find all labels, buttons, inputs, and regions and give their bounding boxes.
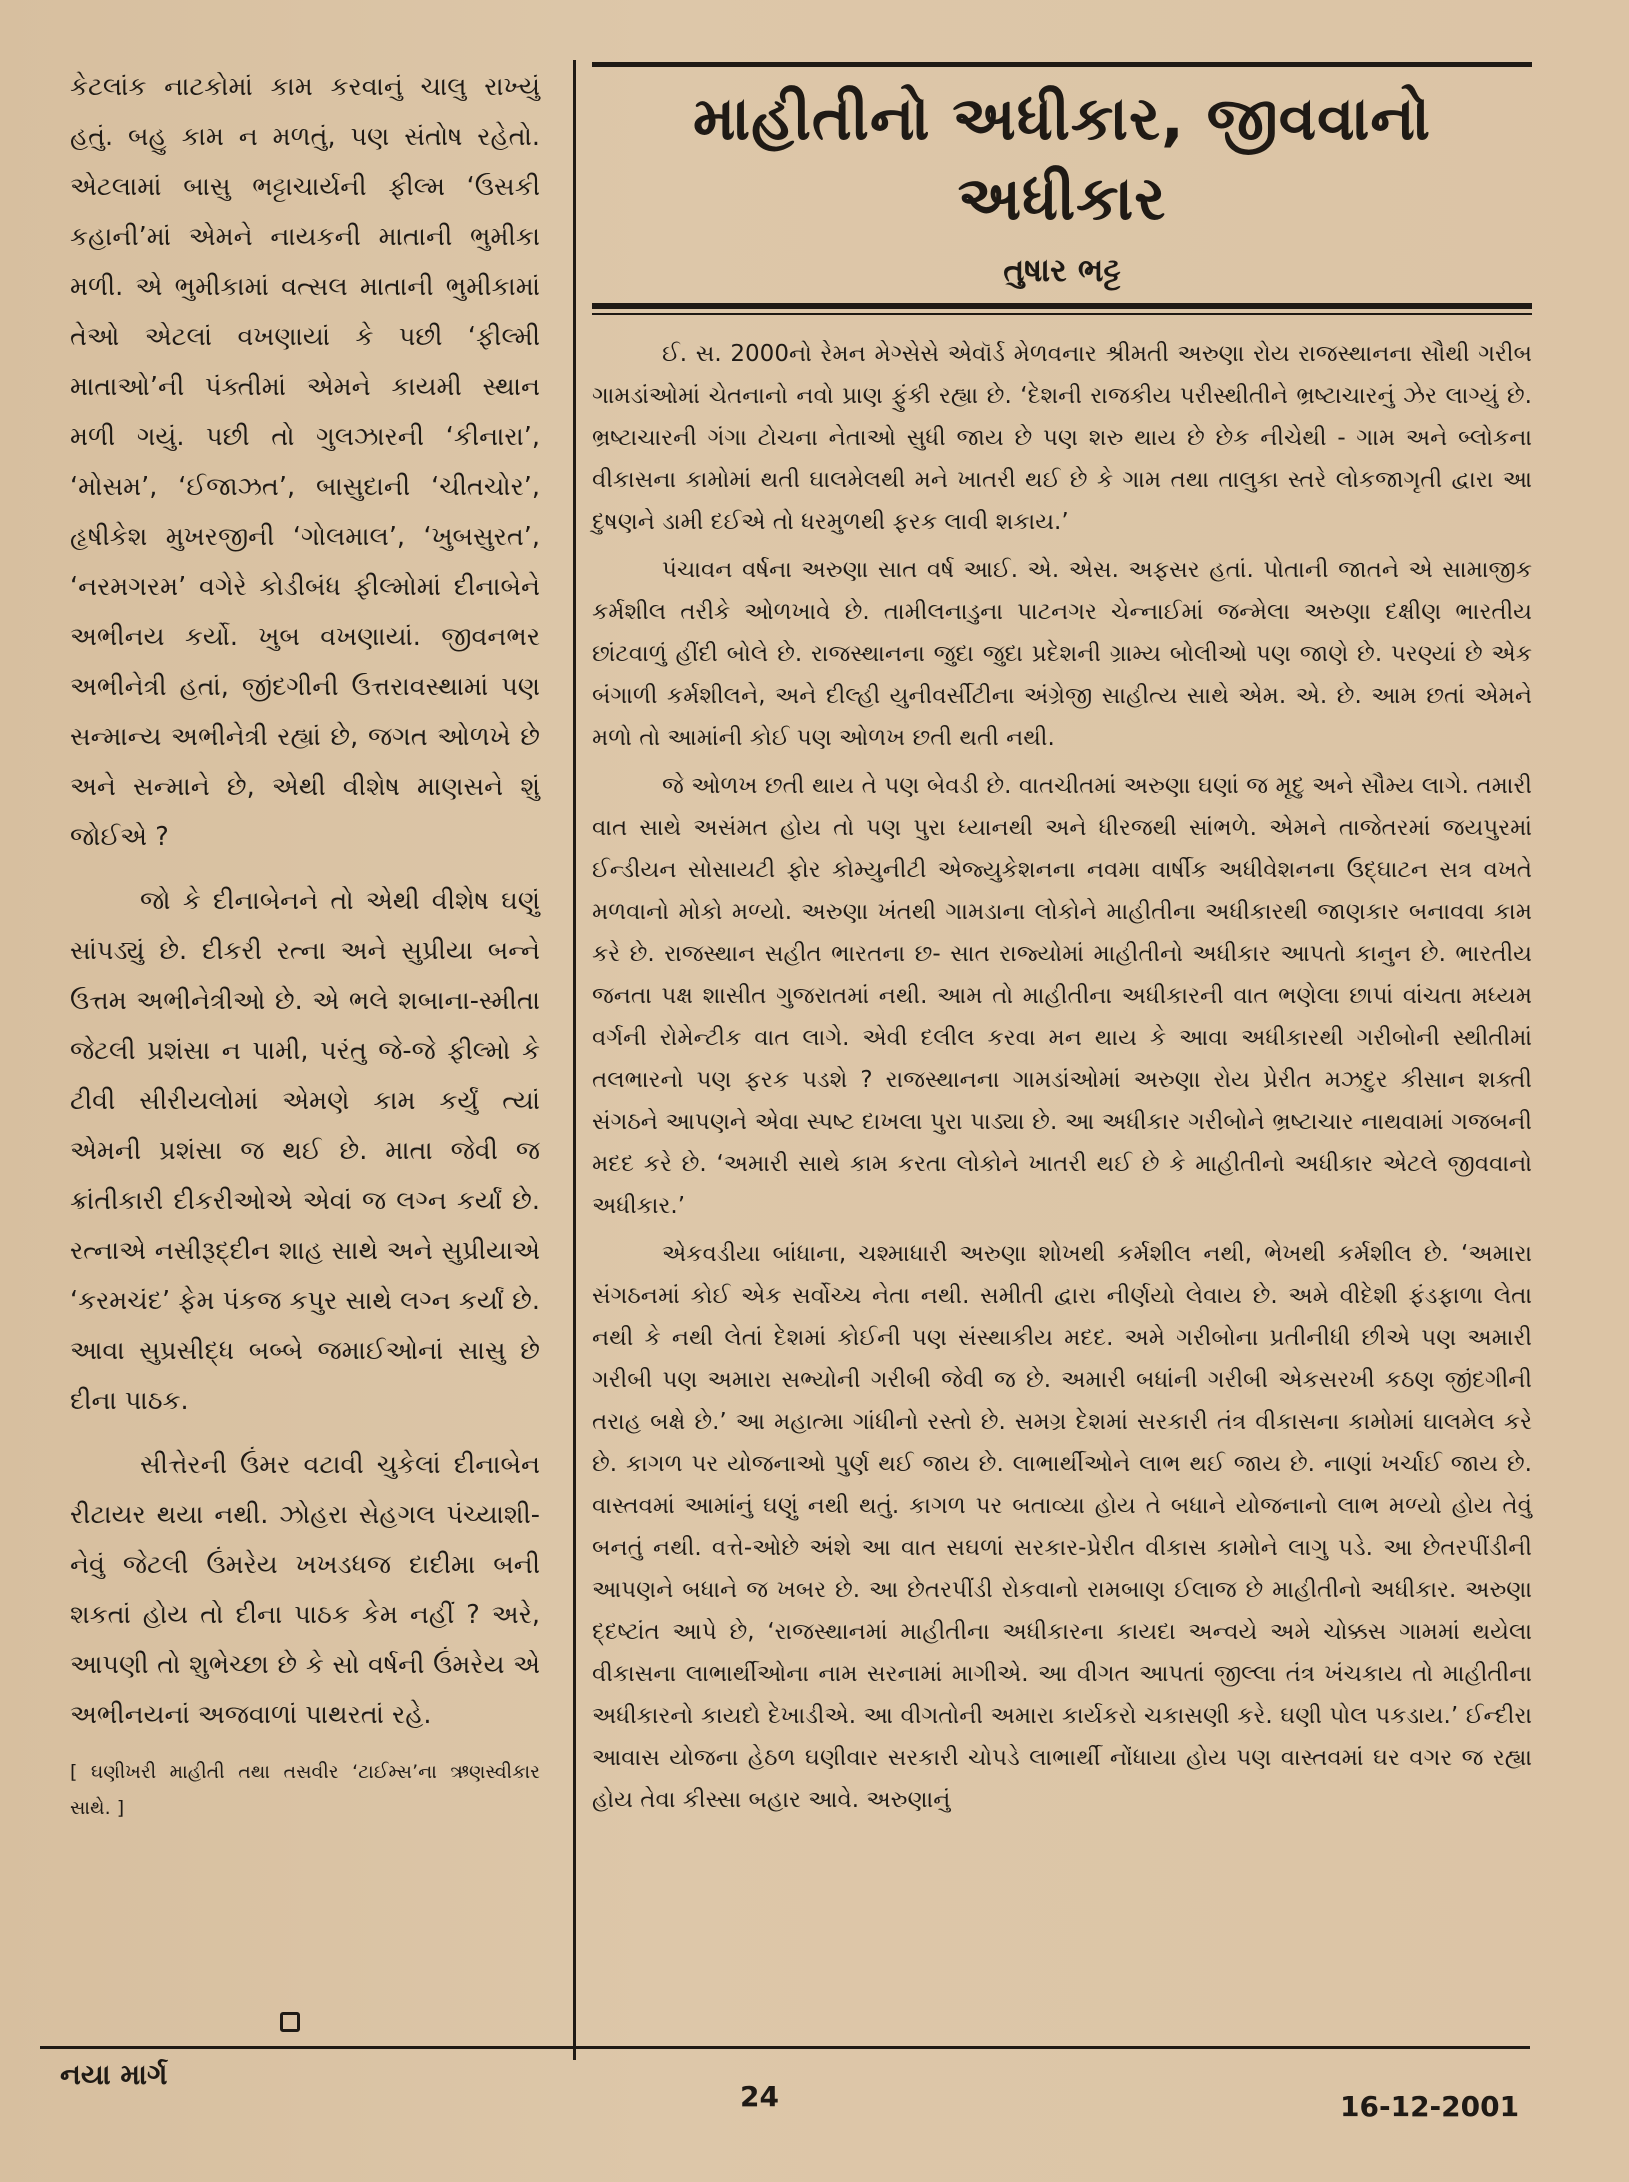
article-column — [592, 62, 1532, 1827]
left-column — [70, 62, 540, 1826]
issue-date: 16-12-2001 — [1340, 2090, 1520, 2123]
column-divider — [573, 60, 576, 2060]
footer-rule — [40, 2046, 1530, 2049]
left-paragraph-1: કેટલાંક નાટકોમાં કામ કરવાનું ચાલુ રાખ્યું હતું. બહુ કામ ન મળતું, પણ સંતોષ રહેતો. એટલામાં બાસુ ભટ્ટાચાર્યની ફીલ્મ ‘ઉસકી કહાની’માં એમને નાયકની માતાની ભુમીકા મળી. એ ભુમીકામાં વત્સલ માતાની ભુમીકામાં તેઓ એટલાં વખણાયાં કે પછી ‘ફીલ્મી માતાઓ’ની પંક્તીમાં એમને કાયમી સ્થાન મળી ગયું. પછી તો ગુલઝારની ‘કીનારા’, ‘મોસમ’, ‘ઈજાઝત’, બાસુદાની ‘ચીતચોર’, હૃષીકેશ મુખરજીની ‘ગોલમાલ’, ‘ખુબસુરત’, ‘નરમગરમ’ વગેરે કોડીબંધ ફીલ્મોમાં દીનાબેને અભીનય કર્યો. ખુબ વખણાયાં. જીવનભર અભીનેત્રી હતાં, જીંદગીની ઉત્તરાવસ્થામાં પણ સન્માન્ય અભીનેત્રી રહ્યાં છે, જગત ઓળખે છે અને સન્માને છે, એથી વીશેષ માણસને શું જોઈએ ? — [70, 72, 540, 852]
page-number: 24 — [740, 2080, 779, 2113]
article-paragraph-3: જે ઓળખ છતી થાય તે પણ બેવડી છે. વાતચીતમાં અરુણા ઘણાં જ મૃદુ અને સૌમ્ય લાગે. તમારી વાત સાથે અસંમત હોય તો પણ પુરા ધ્યાનથી અને ધીરજથી સાંભળે. એમને તાજેતરમાં જયપુરમાં ઈન્ડીયન સોસાયટી ફોર કોમ્યુનીટી એજ્યુકેશનના નવમા વાર્ષીક અધીવેશનના ઉદ્ઘાટન સત્ર વખતે મળવાનો મોકો મળ્યો. અરુણા ખંતથી ગામડાના લોકોને માહીતીના અધીકારથી જાણકાર બનાવવા કામ કરે છે. રાજસ્થાન સહીત ભારતના છ- સાત રાજ્યોમાં માહીતીનો અધીકાર આપતો કાનુન છે. ભારતીય જનતા પક્ષ શાસીત ગુજરાતમાં નથી. આમ તો માહીતીના અધીકારની વાત ભણેલા છાપાં વાંચતા મધ્યમ વર્ગની રોમેન્ટીક વાત લાગે. એવી દલીલ કરવા મન થાય કે આવા અધીકારથી ગરીબોની સ્થીતીમાં તલભારનો પણ ફરક પડશે ? રાજસ્થાનના ગામડાંઓમાં અરુણા રોય પ્રેરીત મઝદુર કીસાન શક્તી સંગઠને આપણને એવા સ્પષ્ટ દાખલા પુરા પાડ્યા છે. આ અધીકાર ગરીબોને ભ્રષ્ટાચાર નાથવામાં ગજબની મદદ કરે છે. ‘અમારી સાથે કામ કરતા લોકોને ખાતરી થઈ છે કે માહીતીનો અધીકાર એટલે જીવવાનો અધીકાર.’ — [592, 773, 1532, 1219]
title-rule-top — [592, 62, 1532, 67]
article-paragraph-2: પંચાવન વર્ષના અરુણા સાત વર્ષ આઈ. એ. એસ. અફસર હતાં. પોતાની જાતને એ સામાજીક કર્મશીલ તરીકે ઓળખાવે છે. તામીલનાડુના પાટનગર ચેન્નાઈમાં જન્મેલા અરુણા દક્ષીણ ભારતીય છાંટવાળું હીંદી બોલે છે. રાજસ્થાનના જુદા જુદા પ્રદેશની ગ્રામ્ય બોલીઓ પણ જાણે છે. પરણ્યાં છે એક બંગાળી કર્મશીલને, અને દીલ્હી યુનીવર્સીટીના અંગ્રેજી સાહીત્ય સાથે એમ. એ. છે. આમ છતાં એમને મળો તો આમાંની કોઈ પણ ઓળખ છતી થતી નથી. — [592, 557, 1532, 751]
photo-credit: [ ઘણીખરી માહીતી તથા તસવીર ‘ટાઈમ્સ’ના ઋણસ્વીકાર સાથે. ] — [70, 1761, 540, 1819]
left-paragraph-3: સીત્તેરની ઉંમર વટાવી ચુકેલાં દીનાબેન રીટાયર થયા નથી. ઝોહરા સેહગલ પંચ્યાશી-નેવું જેટલી ઉંમરેય ખખડધજ દાદીમા બની શકતાં હોય તો દીના પાઠક કેમ નહીં ? અરે, આપણી તો શુભેચ્છા છે કે સો વર્ષની ઉંમરેય એ અભીનયનાં અજવાળાં પાથરતાં રહે. — [70, 1450, 540, 1730]
title-rule-thick — [592, 303, 1532, 309]
article-author: તુષાર ભટ્ટ — [1003, 251, 1121, 289]
article-paragraph-4: એકવડીયા બાંધાના, ચશ્માધારી અરુણા શોખથી કર્મશીલ નથી, ભેખથી કર્મશીલ છે. ‘અમારા સંગઠનમાં કોઈ એક સર્વોચ્ચ નેતા નથી. સમીતી દ્વારા નીર્ણયો લેવાય છે. અમે વીદેશી ફંડફાળા લેતા નથી કે નથી લેતાં દેશમાં કોઈની પણ સંસ્થાકીય મદદ. અમે ગરીબોના પ્રતીનીધી છીએ પણ અમારી ગરીબી પણ અમારા સભ્યોની ગરીબી જેવી જ છે. અમારી બધાંની ગરીબી એકસરખી કઠણ જીંદગીની તરાહ બક્ષે છે.’ આ મહાત્મા ગાંધીનો રસ્તો છે. સમગ્ર દેશમાં સરકારી તંત્ર વીકાસના કામોમાં ઘાલમેલ કરે છે. કાગળ પર યોજનાઓ પુર્ણ થઈ જાય છે. લાભાર્થીઓને લાભ થઈ જાય છે. નાણાં ખર્ચાઈ જાય છે. વાસ્તવમાં આમાંનું ઘણું નથી થતું. કાગળ પર બતાવ્યા હોય તે બધાને યોજનાનો લાભ મળ્યો હોય તેવું બનતું નથી. વત્તે-ઓછે અંશે આ વાત સઘળાં સરકાર-પ્રેરીત વીકાસ કામોને લાગુ પડે. આ છેતરપીંડીની આપણને બધાને જ ખબર છે. આ છેતરપીંડી રોકવાનો રામબાણ ઈલાજ છે માહીતીનો અધીકાર. અરુણા દ્દષ્ટાંત આપે છે, ‘રાજસ્થાનમાં માહીતીના અધીકારના કાયદા અન્વયે અમે ચોક્કસ ગામમાં થયેલા વીકાસના લાભાર્થીઓના નામ સરનામાં માગીએ. આ વીગત આપતાં જીલ્લા તંત્ર ખંચકાય તો માહીતીના અધીકારનો કાયદો દેખાડીએ. આ વીગતોની અમારા કાર્યકરો ચકાસણી કરે. ઘણી પોલ પકડાય.’ ઈન્દીરા આવાસ યોજના હેઠળ ઘણીવાર સરકારી ચોપડે લાભાર્થી નોંધાયા હોય પણ વાસ્તવમાં ઘર વગર જ રહ્યા હોય તેવા કીસ્સા બહાર આવે. અરુણાનું — [592, 1241, 1532, 1813]
article-title: માહીતીનો અધીકાર, જીવવાનો અધીકાર — [693, 84, 1431, 234]
end-of-article-mark — [280, 2012, 300, 2032]
article-paragraph-1: ઈ. સ. 2000નો રેમન મેગ્સેસે એવૉર્ડ મેળવનાર શ્રીમતી અરુણા રોય રાજસ્થાનના સૌથી ગરીબ ગામડાંઓમાં ચેતનાનો નવો પ્રાણ ફુંકી રહ્યા છે. ‘દેશની રાજકીય પરીસ્થીતીને ભ્રષ્ટાચારનું ઝેર લાગ્યું છે. ભ્રષ્ટાચારની ગંગા ટોચના નેતાઓ સુધી જાય છે પણ શરુ થાય છે છેક નીચેથી - ગામ અને બ્લોકના વીકાસના કામોમાં થતી ઘાલમેલથી મને ખાતરી થઈ છે કે ગામ તથા તાલુકા સ્તરે લોકજાગૃતી દ્વારા આ દુષણને ડામી દઈએ તો ધરમુળથી ફરક લાવી શકાય.’ — [592, 341, 1532, 535]
magazine-name: નયા માર્ગ — [60, 2058, 168, 2091]
title-rule-thin — [592, 313, 1532, 315]
left-paragraph-2: જો કે દીનાબેનને તો એથી વીશેષ ઘણું સાંપડ્યું છે. દીકરી રત્ના અને સુપ્રીયા બન્ને ઉત્તમ અભીનેત્રીઓ છે. એ ભલે શબાના-સ્મીતા જેટલી પ્રશંસા ન પામી, પરંતુ જે-જે ફીલ્મો કે ટીવી સીરીયલોમાં એમણે કામ કર્યું ત્યાં એમની પ્રશંસા જ થઈ છે. માતા જેવી જ ક્રાંતીકારી દીકરીઓએ એવાં જ લગ્ન કર્યાં છે. રત્નાએ નસીરૂદ્દીન શાહ સાથે અને સુપ્રીયાએ ‘કરમચંદ’ ફેમ પંકજ કપુર સાથે લગ્ન કર્યાં છે. આવા સુપ્રસીદ્ધ બબ્બે જમાઈઓનાં સાસુ છે દીના પાઠક. — [70, 886, 540, 1416]
